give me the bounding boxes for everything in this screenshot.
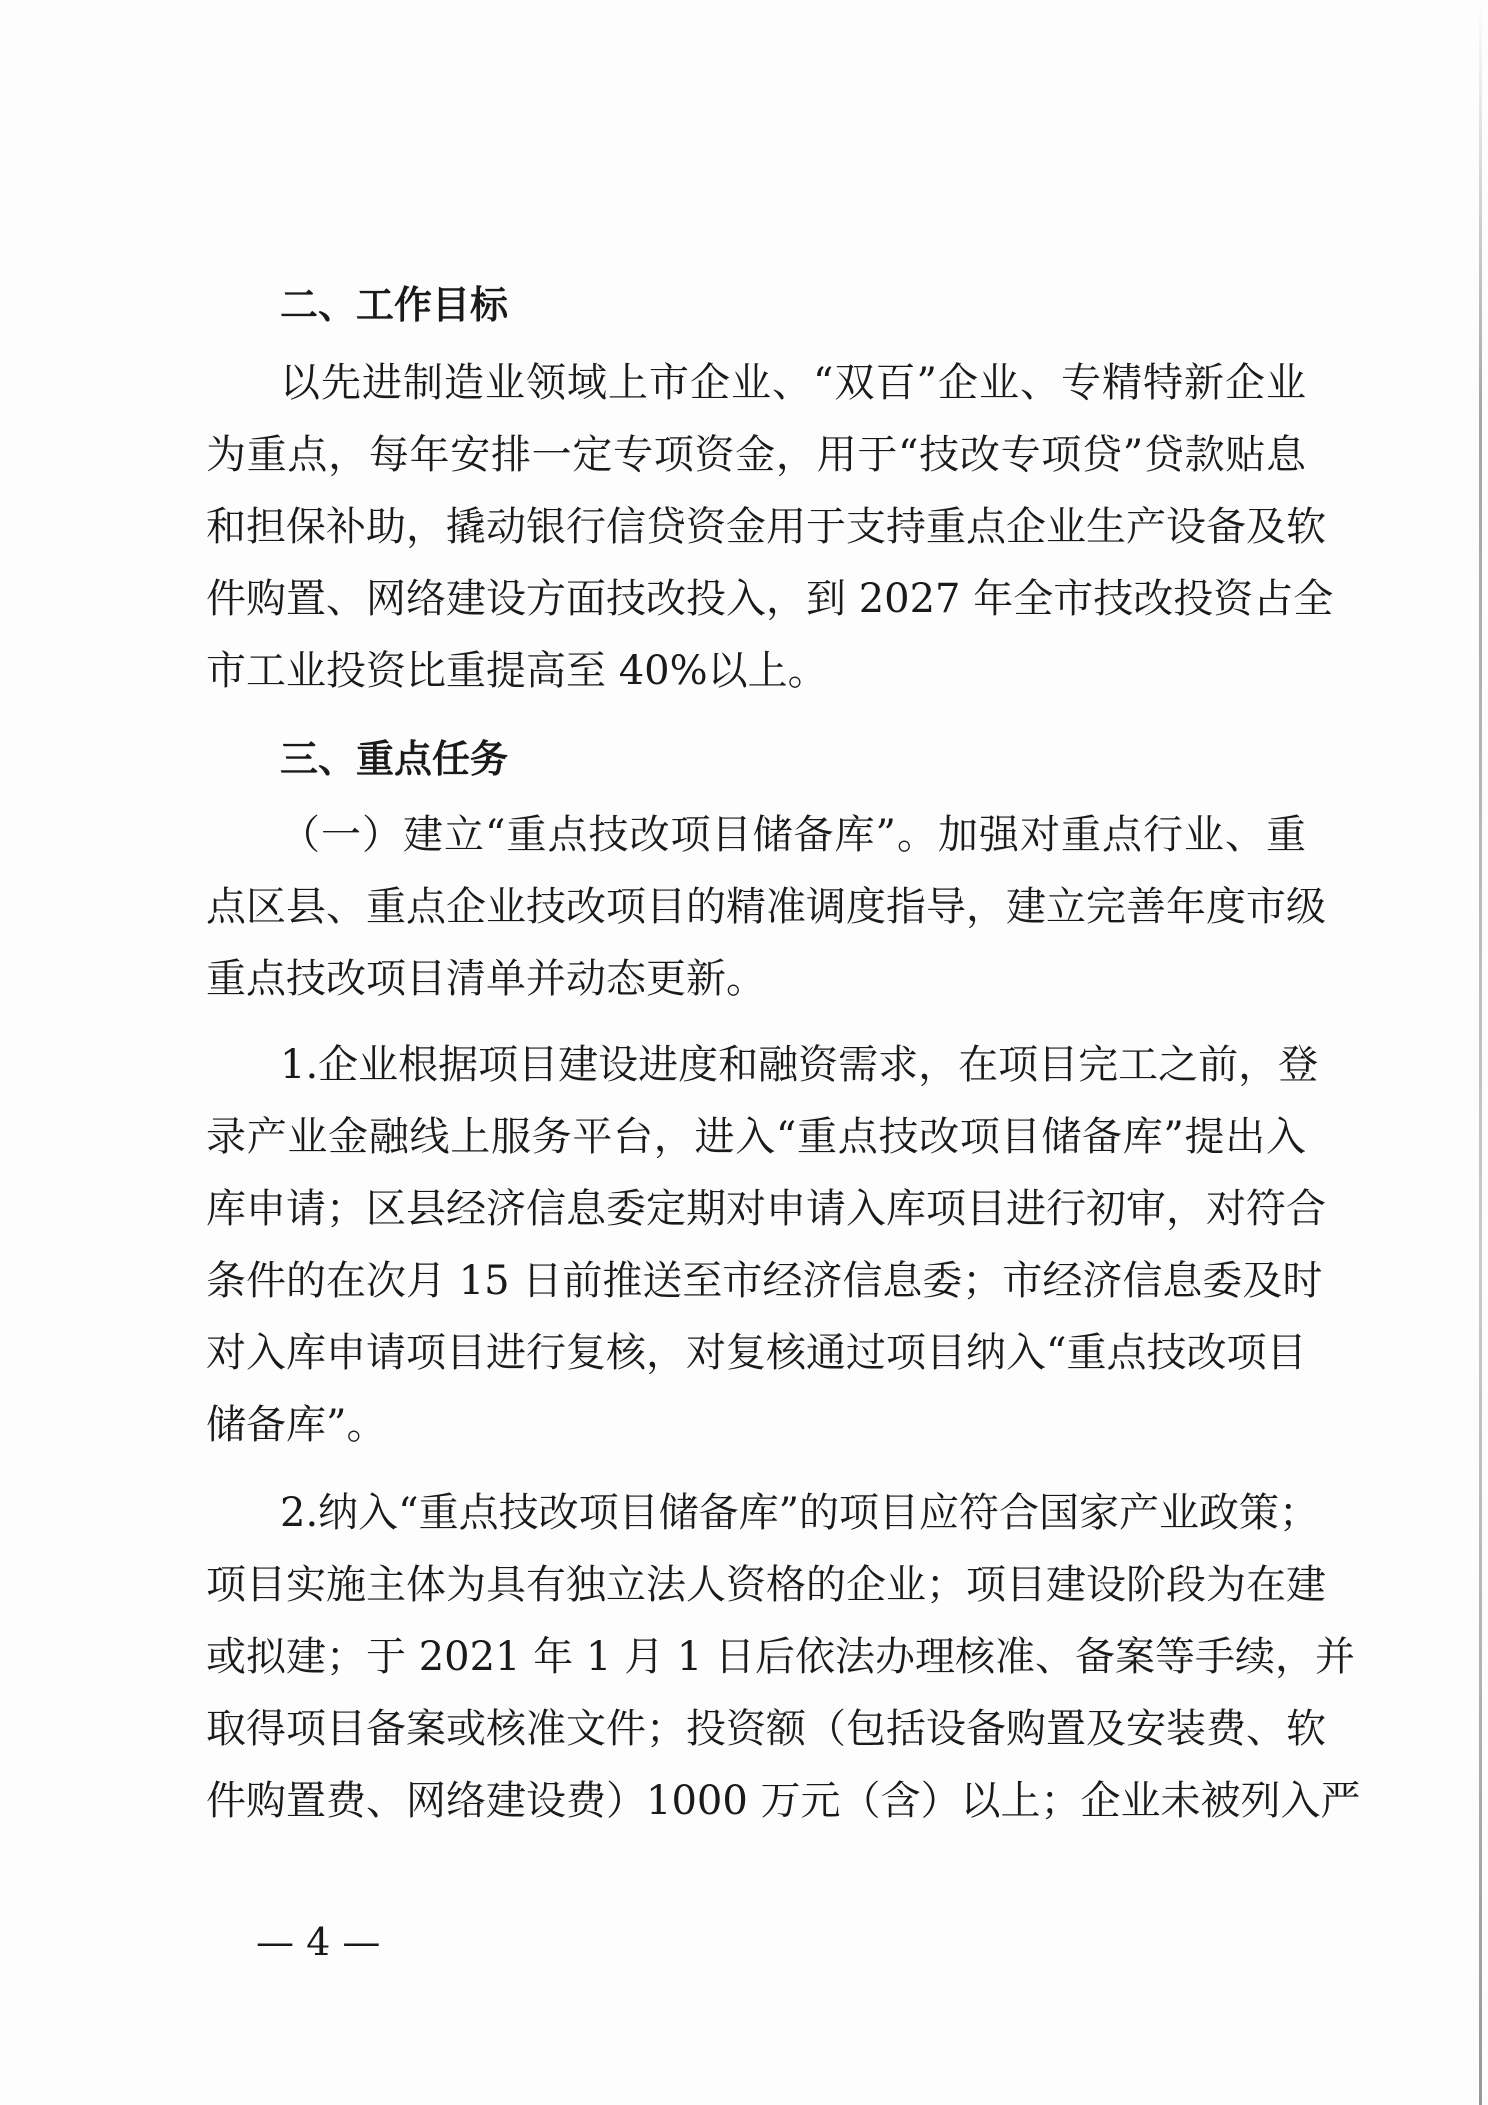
paragraph-line: 市工业投资比重提高至 40%以上。	[206, 648, 828, 694]
paragraph-line: 条件的在次月 15 日前推送至市经济信息委；市经济信息委及时	[206, 1258, 1323, 1304]
section-heading-tasks: 三、重点任务	[280, 737, 509, 781]
paragraph-line: 储备库”。	[206, 1402, 387, 1448]
paragraph-line: 库申请；区县经济信息委定期对申请入库项目进行初审，对符合	[206, 1186, 1326, 1232]
paragraph-line: 1.企业根据项目建设进度和融资需求，在项目完工之前，登	[280, 1042, 1319, 1088]
paragraph-line: 以先进制造业领域上市企业、“双百”企业、专精特新企业	[280, 360, 1306, 406]
paragraph-line: 和担保补助，撬动银行信贷资金用于支持重点企业生产设备及软	[206, 504, 1326, 550]
paragraph-line: 重点技改项目清单并动态更新。	[206, 956, 766, 1002]
page-number: — 4 —	[256, 1920, 381, 1964]
scan-edge	[1479, 0, 1482, 2105]
paragraph-line: 件购置、网络建设方面技改投入，到 2027 年全市技改投资占全	[206, 576, 1334, 622]
section-heading-goals: 二、工作目标	[280, 283, 509, 327]
paragraph-line: 为重点，每年安排一定专项资金，用于“技改专项贷”贷款贴息	[206, 432, 1306, 478]
paragraph-line: 对入库申请项目进行复核，对复核通过项目纳入“重点技改项目	[206, 1330, 1307, 1376]
paragraph-line: 录产业金融线上服务平台，进入“重点技改项目储备库”提出入	[206, 1114, 1306, 1160]
paragraph-line: 点区县、重点企业技改项目的精准调度指导，建立完善年度市级	[206, 884, 1326, 930]
paragraph-line: 2.纳入“重点技改项目储备库”的项目应符合国家产业政策；	[280, 1490, 1320, 1536]
paragraph-line: （一）建立“重点技改项目储备库”。加强对重点行业、重	[280, 812, 1306, 858]
paragraph-line: 或拟建；于 2021 年 1 月 1 日后依法办理核准、备案等手续，并	[206, 1634, 1355, 1680]
paragraph-line: 取得项目备案或核准文件；投资额（包括设备购置及安装费、软	[206, 1706, 1326, 1752]
paragraph-line: 项目实施主体为具有独立法人资格的企业；项目建设阶段为在建	[206, 1562, 1326, 1608]
paragraph-line: 件购置费、网络建设费）1000 万元（含）以上；企业未被列入严	[206, 1778, 1361, 1824]
